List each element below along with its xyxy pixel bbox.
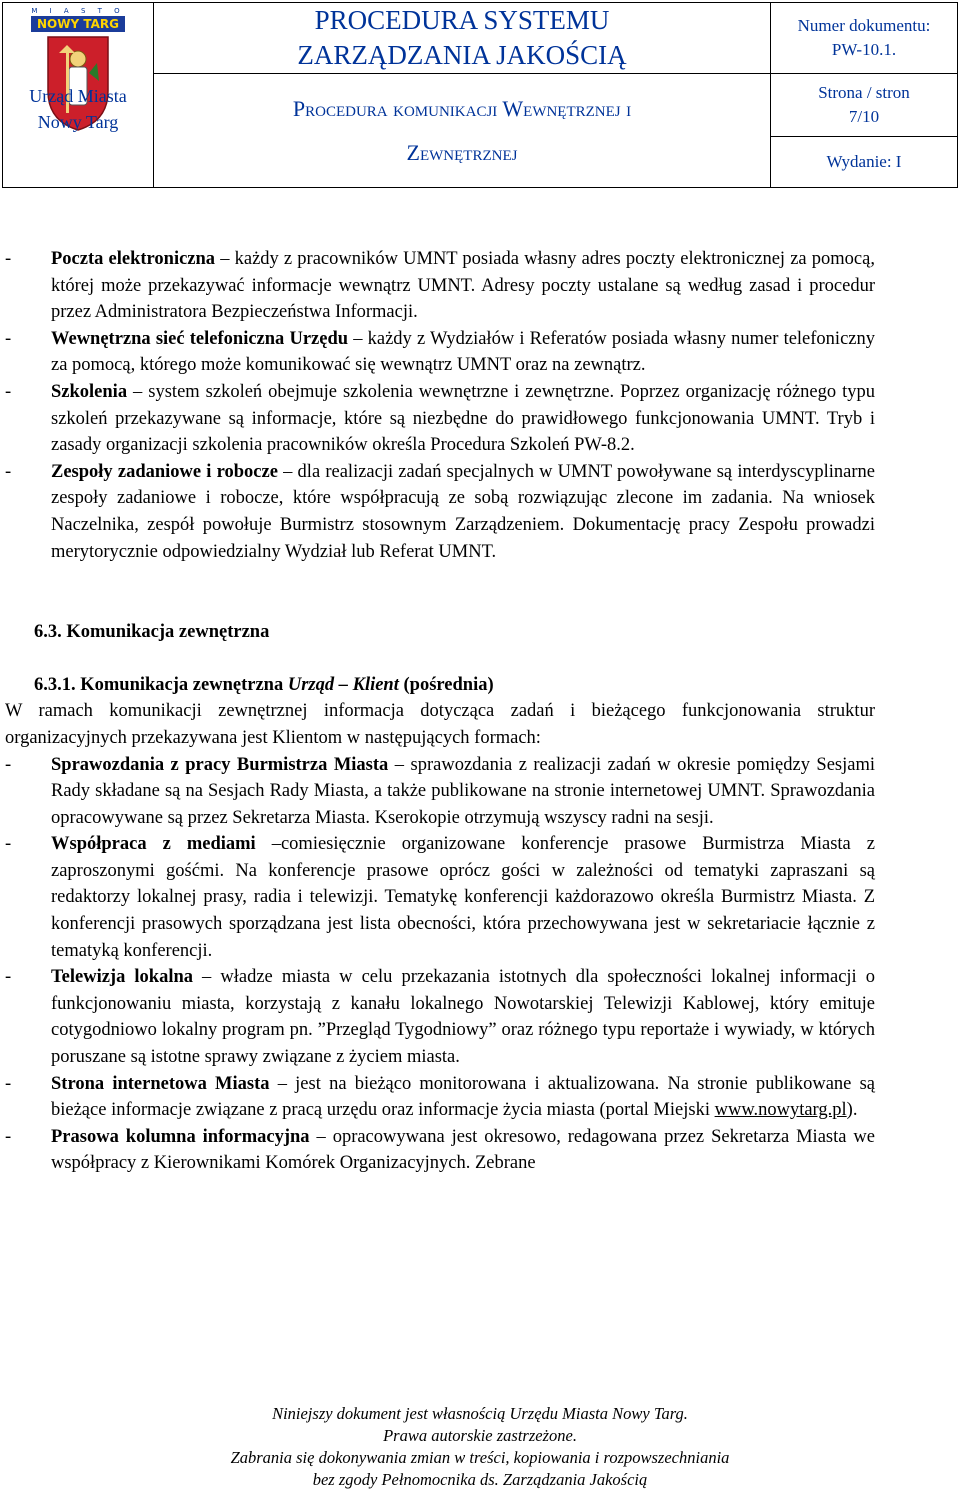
list-item-term: Poczta elektroniczna xyxy=(51,249,216,269)
list-item-description: – opracowywana jest okresowo, redagowana przez Sekretarza Miasta we współpracy z Kierownikami Komórek Organizacyjnych. Zebrane xyxy=(51,1126,875,1174)
list-item xyxy=(5,964,875,1070)
page-value: 7/10 xyxy=(848,107,880,126)
footer-line3: Zabrania się dokonywania zmian w treści, kopiowania i rozpowszechniania xyxy=(230,1448,730,1467)
logo-caption-line2: Nowy Targ xyxy=(37,112,119,132)
intro-paragraph: W ramach komunikacji zewnętrznej informacja dotycząca zadań i bieżącego funkcjonowania struktur organizacyjnych przekazywana jest Klientom w następujących formach: xyxy=(5,701,875,748)
footer-line4: bez zgody Pełnomocnika ds. Zarządzania Jakością xyxy=(312,1470,648,1489)
subsection-suffix: (pośrednia) xyxy=(398,674,494,695)
section-gap-small xyxy=(5,646,875,672)
list-item-description: – dla realizacji zadań specjalnych w UMNT powoływane są interdyscyplinarne zespoły zadaniowe i robocze, które współpracują ze sobą rozwiązując zlecone im zadania. Na wniosek Naczelnika, zespół powołuje Burmistrz stosownym Zarządzeniem. Dokumentację pracy Zespołu prowadzi merytorycznie odpowiedzialny Wydział lub Referat UMNT. xyxy=(51,461,875,562)
page-block xyxy=(771,74,957,137)
list-item-text xyxy=(51,246,875,326)
subsection-prefix: 6.3.1. Komunikacja zewnętrzna xyxy=(34,674,288,695)
list-item xyxy=(5,459,875,565)
list-item-text xyxy=(51,964,875,1070)
doc-meta-cell xyxy=(771,3,957,187)
list-item-text xyxy=(51,326,875,379)
list-item-term: Wewnętrzna sieć telefoniczna Urzędu xyxy=(51,328,349,349)
list-item-term: Zespoły zadaniowe i robocze xyxy=(51,461,278,482)
doc-number-block xyxy=(771,3,957,74)
list-item xyxy=(5,1124,875,1177)
logo-banner-text: NOWY TARG xyxy=(31,16,125,32)
list-dash: - xyxy=(5,249,12,269)
section-heading: 6.3. Komunikacja zewnętrzna xyxy=(34,622,270,643)
system-title xyxy=(154,3,770,74)
list-item-term: Prasowa kolumna informacyjna xyxy=(51,1126,310,1147)
list-item-description: – każdy z pracowników UMNT posiada własny adres poczty elektronicznej za pomocą, której może przekazywać informacje wewnątrz UMNT. Adresy poczty ustalane są według zasad i procedur przez Administratora Bezpieczeństwa Informacji. xyxy=(51,249,875,323)
title-cell xyxy=(154,3,771,187)
list-dash: - xyxy=(5,1073,12,1094)
system-title-line1: PROCEDURA SYSTEMU xyxy=(314,5,610,35)
list-item-description: – jest na bieżąco monitorowana i aktualizowana. Na stronie publikowane są bieżące informacje związane z pracą urzędu oraz informacje życia miasta (portal Miejski xyxy=(51,1073,875,1121)
list-dash: - xyxy=(5,967,12,988)
footer-line1: Niniejszy dokument jest własnością Urzędu Miasta Nowy Targ. xyxy=(272,1404,688,1423)
list-item xyxy=(5,831,875,964)
doc-number-label: Numer dokumentu: xyxy=(797,16,931,35)
list-item xyxy=(5,1071,875,1124)
list-item xyxy=(5,752,875,832)
logo-caption-line1: Urząd Miasta xyxy=(29,86,127,106)
external-communication-list xyxy=(5,752,875,1178)
doc-number-value: PW-10.1. xyxy=(831,40,897,59)
edition-value: Wydanie: I xyxy=(826,152,902,171)
list-dash: - xyxy=(5,461,12,482)
list-item-term: Współpraca z mediami xyxy=(51,834,256,855)
logo-cell xyxy=(3,3,154,187)
document-body xyxy=(5,246,875,1177)
list-item xyxy=(5,246,875,326)
logo-town xyxy=(3,7,153,33)
list-dash: - xyxy=(5,834,12,855)
footer-line2: Prawa autorskie zastrzeżone. xyxy=(383,1426,577,1445)
procedure-title xyxy=(154,74,770,187)
subsection-italic: Urząd – Klient xyxy=(287,674,399,695)
list-item-description: – sprawozdania z realizacji zadań w okresie pomiędzy Sesjami Rady składane są na Sesjach Rady Miasta, a także publikowane na stronie internetowej UMNT. Sprawozdania opracowywane są przez Sekretarza Miasta. Kserokopie otrzymują wszyscy radni na sesji. xyxy=(51,754,876,828)
website-link[interactable]: www.nowytarg.pl xyxy=(714,1100,847,1121)
list-dash: - xyxy=(5,1126,12,1147)
page-label: Strona / stron xyxy=(818,83,910,102)
list-item xyxy=(5,379,875,459)
list-item-term: Strona internetowa Miasta xyxy=(51,1073,270,1094)
list-dash: - xyxy=(5,381,12,402)
list-item-text xyxy=(51,752,875,832)
system-title-line2: ZARZĄDZANIA JAKOŚCIĄ xyxy=(297,40,627,70)
list-dash: - xyxy=(5,328,12,349)
logo-caption xyxy=(3,83,153,135)
logo-miasto-text: M I A S T O xyxy=(31,7,125,15)
edition-block xyxy=(771,137,957,187)
list-item-term: Sprawozdania z pracy Burmistrza Miasta xyxy=(51,754,389,775)
list-item-description: – system szkoleń obejmuje szkolenia wewnętrzne i zewnętrzne. Poprzez organizację różnego typu szkoleń przekazywane są informacje, które są niezbędne do prawidłowego funkcjonowania UMNT. Tryb i zasady organizacji szkolenia pracowników określa Procedura Szkoleń PW-8.2. xyxy=(51,381,875,456)
list-item-text xyxy=(51,379,875,459)
procedure-title-line2: Zewnętrznej xyxy=(406,139,518,165)
list-item-term: Szkolenia xyxy=(51,381,128,402)
procedure-title-line1: Procedura komunikacji Wewnętrznej i xyxy=(292,95,632,121)
list-item-description: – władze miasta w celu przekazania istotnych dla społeczności lokalnej informacji o funkcjonowaniu miasta, korzystają z kanału lokalnego Nowotarskiej Telewizji Kablowej, który emituje cotygodniowo lokalny program pn. ˮPrzegląd Tygodniowyˮ oraz różnego typu reportaże i wywiady, w których poruszane są istotne sprawy związane z życiem miasta. xyxy=(51,967,876,1068)
list-dash: - xyxy=(5,754,12,775)
list-item-description: –comiesięcznie organizowane konferencje prasowe Burmistrza Miasta z zaproszonymi gośćmi. Na konferencje prasowe oprócz gości w zależności od tematyki zapraszani są redaktorzy lokalnej prasy, radia i telewizji. Tematykę konferencji każdorazowo określa Burmistrz Miasta. Z konferencji prasowych sporządzana jest lista obecności, która przechowywana jest w sekretariacie łącznie z tematyką konferencji. xyxy=(51,834,875,961)
list-item-text xyxy=(51,831,875,964)
list-item-text xyxy=(51,459,875,565)
internal-communication-list xyxy=(5,246,875,565)
subsection-heading xyxy=(5,672,875,699)
document-footer xyxy=(0,1403,960,1491)
list-item-tail: ). xyxy=(846,1100,858,1121)
document-header xyxy=(2,2,958,188)
list-item-text xyxy=(51,1124,875,1177)
list-item-term: Telewizja lokalna xyxy=(51,967,193,988)
list-item xyxy=(5,326,875,379)
list-item-text xyxy=(51,1071,875,1124)
list-item-description: – każdy z Wydziałów i Referatów posiada własny numer telefoniczny za pomocą, którego może komunikować się wewnątrz UMNT oraz na zewnątrz. xyxy=(51,328,875,376)
section-gap xyxy=(5,565,875,619)
